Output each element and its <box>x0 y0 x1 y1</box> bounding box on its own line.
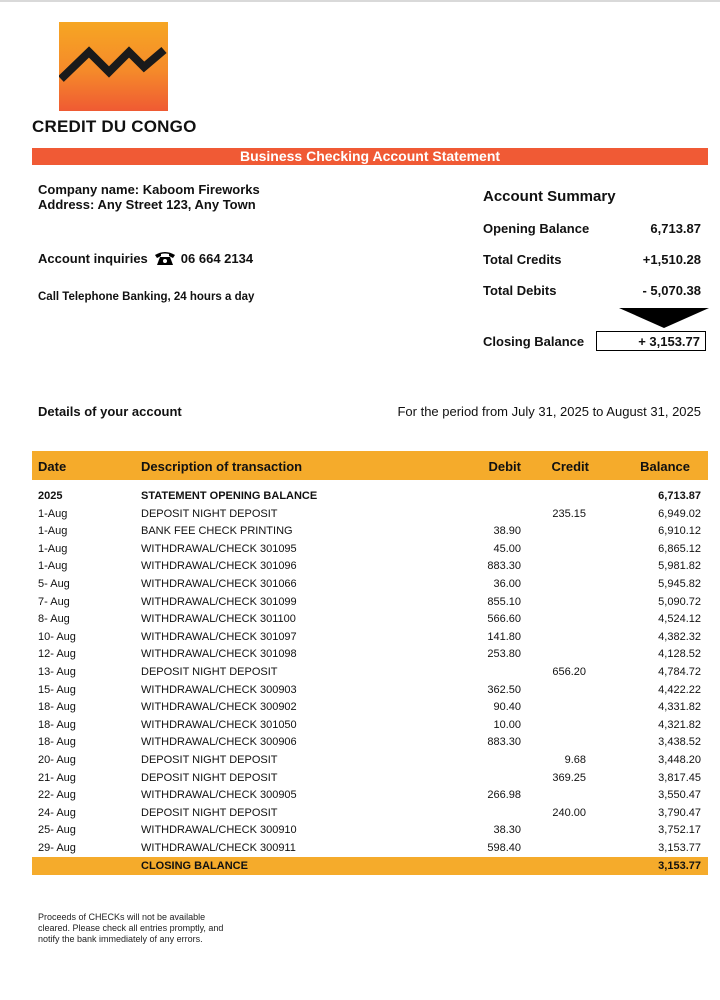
row-date: 5- Aug <box>38 577 70 590</box>
row-description: WITHDRAWAL/CHECK 301097 <box>141 630 297 643</box>
row-date: 18- Aug <box>38 718 76 731</box>
table-row <box>32 523 708 541</box>
account-inquiries <box>38 250 253 266</box>
row-description: WITHDRAWAL/CHECK 300911 <box>141 841 296 854</box>
table-row <box>32 541 708 559</box>
row-description: WITHDRAWAL/CHECK 300905 <box>141 789 297 802</box>
row-date: 1-Aug <box>38 507 68 520</box>
row-date: 21- Aug <box>38 771 76 784</box>
table-row <box>32 770 708 788</box>
row-date: 24- Aug <box>38 806 76 819</box>
row-debit: 38.90 <box>493 525 521 538</box>
table-row <box>32 699 708 717</box>
row-credit: 369.25 <box>552 771 586 784</box>
closing-balance-label: Closing Balance <box>483 334 585 349</box>
row-credit: 240.00 <box>552 806 586 819</box>
footnote <box>38 912 258 945</box>
details-label: Details of your account <box>38 404 182 419</box>
row-date: 15- Aug <box>38 683 76 696</box>
row-balance: 4,321.82 <box>658 718 701 731</box>
company-name: Company name: Kaboom Fireworks <box>38 182 260 197</box>
row-balance: 6,949.02 <box>658 507 701 520</box>
row-balance: 3,550.47 <box>658 789 701 802</box>
table-row <box>32 682 708 700</box>
row-description: WITHDRAWAL/CHECK 300910 <box>141 824 297 837</box>
row-description: WITHDRAWAL/CHECK 301066 <box>141 577 297 590</box>
row-debit: 883.30 <box>487 560 521 573</box>
row-description: BANK FEE CHECK PRINTING <box>141 525 293 538</box>
row-debit: 362.50 <box>487 683 521 696</box>
row-balance: 5,981.82 <box>658 560 701 573</box>
bank-name: CREDIT DU CONGO <box>32 117 197 136</box>
row-credit: 235.15 <box>552 507 586 520</box>
footnote-line: notify the bank immediately of any errors. <box>38 934 203 944</box>
row-description: DEPOSIT NIGHT DEPOSIT <box>141 771 278 784</box>
row-date: 1-Aug <box>38 542 68 555</box>
row-credit: 9.68 <box>564 753 586 766</box>
debits-label: Total Debits <box>483 283 557 298</box>
row-date: 29- Aug <box>38 841 76 854</box>
inquiries-phone: 06 664 2134 <box>180 250 254 266</box>
table-row <box>32 787 708 805</box>
row-description: WITHDRAWAL/CHECK 300906 <box>141 736 297 749</box>
row-date: 1-Aug <box>38 525 68 538</box>
table-row <box>32 734 708 752</box>
row-description: DEPOSIT NIGHT DEPOSIT <box>141 507 278 520</box>
table-row <box>32 558 708 576</box>
statement-period: For the period from July 31, 2025 to August 31, 2025 <box>397 404 701 419</box>
row-date: 13- Aug <box>38 665 76 678</box>
closing-balance-value: + 3,153.77 <box>596 331 706 351</box>
inquiries-label: Account inquiries <box>38 250 148 266</box>
top-border <box>0 0 720 2</box>
row-debit: 45.00 <box>493 542 521 555</box>
header-date: Date <box>38 459 67 474</box>
row-debit: 855.10 <box>487 595 521 608</box>
closing-row-label: CLOSING BALANCE <box>141 860 248 872</box>
row-description: WITHDRAWAL/CHECK 301100 <box>141 613 296 626</box>
table-row <box>32 805 708 823</box>
table-row <box>32 752 708 770</box>
footnote-line: Proceeds of CHECKs will not be available <box>38 912 206 922</box>
credit-du-congo-logo-icon <box>59 22 168 111</box>
closing-balance-row <box>32 857 708 875</box>
row-balance: 6,713.87 <box>658 490 701 502</box>
row-description: DEPOSIT NIGHT DEPOSIT <box>141 806 278 819</box>
header-credit: Credit <box>551 459 589 474</box>
opening-value: 6,713.87 <box>650 221 701 236</box>
row-debit: 253.80 <box>487 648 521 661</box>
header-debit: Debit <box>488 459 521 474</box>
row-debit: 883.30 <box>487 736 521 749</box>
table-row <box>32 488 708 506</box>
account-summary-title: Account Summary <box>483 188 616 205</box>
row-debit: 38.30 <box>493 824 521 837</box>
row-date: 20- Aug <box>38 753 76 766</box>
row-balance: 3,438.52 <box>658 736 701 749</box>
table-row <box>32 646 708 664</box>
row-debit: 566.60 <box>487 613 521 626</box>
row-date: 7- Aug <box>38 595 70 608</box>
row-balance: 4,331.82 <box>658 701 701 714</box>
row-balance: 4,128.52 <box>658 648 701 661</box>
row-date: 22- Aug <box>38 789 76 802</box>
row-balance: 3,790.47 <box>658 806 701 819</box>
row-balance: 4,382.32 <box>658 630 701 643</box>
header-description: Description of transaction <box>141 459 303 474</box>
summary-debits <box>483 283 701 298</box>
table-row <box>32 594 708 612</box>
transaction-table <box>32 488 708 857</box>
credits-value: +1,510.28 <box>642 252 701 267</box>
row-description: WITHDRAWAL/CHECK 301099 <box>141 595 297 608</box>
row-balance: 3,752.17 <box>658 824 701 837</box>
telebanking-note: Call Telephone Banking, 24 hours a day <box>38 291 255 303</box>
row-date: 10- Aug <box>38 630 76 643</box>
row-description: DEPOSIT NIGHT DEPOSIT <box>141 753 278 766</box>
row-date: 2025 <box>38 490 63 502</box>
table-row <box>32 611 708 629</box>
company-info <box>38 182 260 212</box>
row-debit: 141.80 <box>487 630 521 643</box>
table-row <box>32 576 708 594</box>
table-header <box>32 451 708 480</box>
down-arrow-icon <box>619 308 709 328</box>
row-balance: 5,945.82 <box>658 577 701 590</box>
debits-value: - 5,070.38 <box>642 283 701 298</box>
closing-row-balance: 3,153.77 <box>658 860 701 872</box>
row-date: 25- Aug <box>38 824 76 837</box>
row-date: 12- Aug <box>38 648 76 661</box>
row-balance: 4,524.12 <box>658 613 701 626</box>
row-description: WITHDRAWAL/CHECK 301050 <box>141 718 297 731</box>
footnote-line: cleared. Please check all entries promptly, and <box>38 923 224 933</box>
statement-title: Business Checking Account Statement <box>32 148 708 165</box>
row-balance: 3,448.20 <box>658 753 701 766</box>
row-balance: 3,153.77 <box>658 841 701 854</box>
row-credit: 656.20 <box>552 665 586 678</box>
credits-label: Total Credits <box>483 252 562 267</box>
telephone-icon <box>154 250 176 266</box>
row-balance: 5,090.72 <box>658 595 701 608</box>
table-row <box>32 717 708 735</box>
row-balance: 6,910.12 <box>658 525 701 538</box>
summary-credits <box>483 252 701 267</box>
row-description: WITHDRAWAL/CHECK 301098 <box>141 648 297 661</box>
row-debit: 10.00 <box>493 718 521 731</box>
row-debit: 36.00 <box>493 577 521 590</box>
row-date: 1-Aug <box>38 560 68 573</box>
opening-label: Opening Balance <box>483 221 590 236</box>
table-row <box>32 840 708 858</box>
row-balance: 3,817.45 <box>658 771 701 784</box>
summary-opening <box>483 221 701 236</box>
row-balance: 6,865.12 <box>658 542 701 555</box>
table-row <box>32 664 708 682</box>
table-row <box>32 506 708 524</box>
row-balance: 4,784.72 <box>658 665 701 678</box>
row-description: WITHDRAWAL/CHECK 300902 <box>141 701 297 714</box>
row-date: 18- Aug <box>38 701 76 714</box>
row-description: STATEMENT OPENING BALANCE <box>141 490 318 502</box>
row-debit: 90.40 <box>493 701 521 714</box>
row-date: 18- Aug <box>38 736 76 749</box>
row-balance: 4,422.22 <box>658 683 701 696</box>
header-balance: Balance <box>640 459 690 474</box>
row-debit: 266.98 <box>487 789 521 802</box>
row-description: DEPOSIT NIGHT DEPOSIT <box>141 665 278 678</box>
row-description: WITHDRAWAL/CHECK 301095 <box>141 542 297 555</box>
row-description: WITHDRAWAL/CHECK 301096 <box>141 560 297 573</box>
table-row <box>32 629 708 647</box>
company-address: Address: Any Street 123, Any Town <box>38 197 256 212</box>
row-date: 8- Aug <box>38 613 70 626</box>
row-debit: 598.40 <box>487 841 521 854</box>
row-description: WITHDRAWAL/CHECK 300903 <box>141 683 297 696</box>
table-row <box>32 822 708 840</box>
